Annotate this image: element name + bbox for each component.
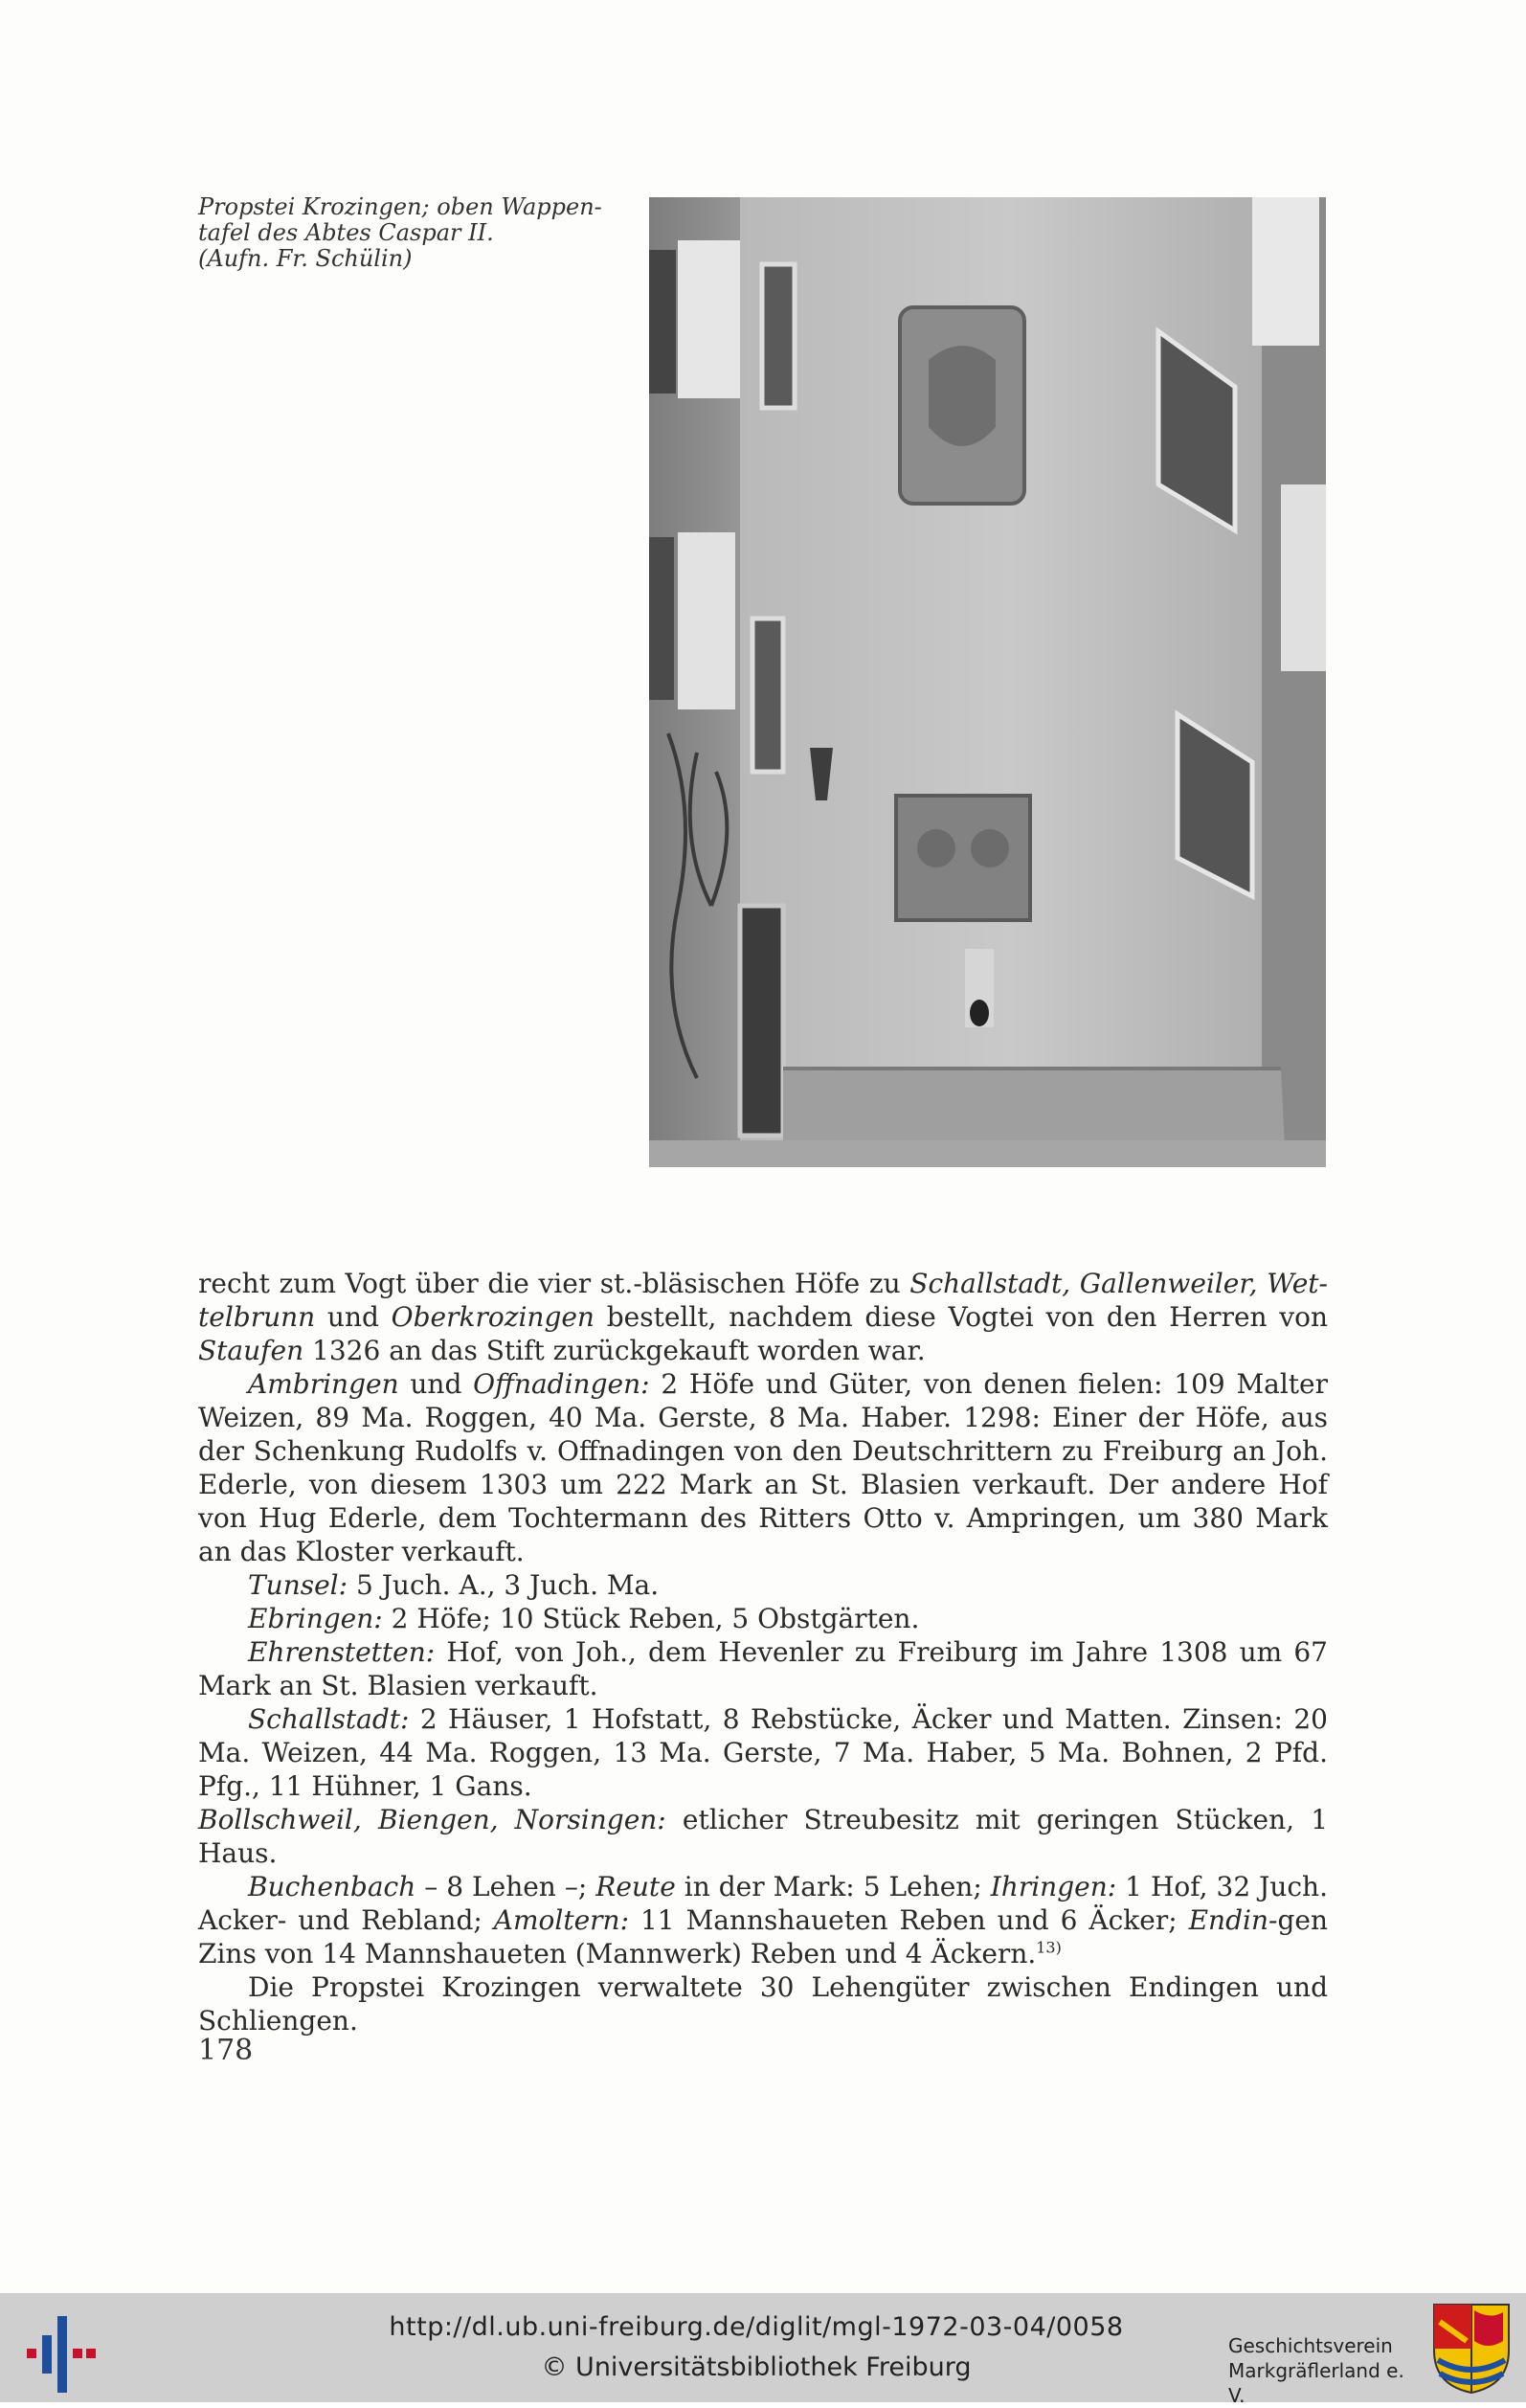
body-text — [198, 1267, 1328, 2037]
footer-bar — [0, 2293, 1526, 2407]
caption-line-2: tafel des Abtes Caspar II. — [198, 219, 494, 246]
paragraph-7: Bollschweil, Biengen, Norsingen: etlicher Streubesitz mit geringen Stücken, 1 Haus. — [198, 1804, 1329, 1869]
paragraph-5: Ehrenstetten: Hof, von Joh., dem Hevenler zu Freiburg im Jahre 1308 um 67 Mark an St. Blasien verkauft. — [198, 1636, 1328, 1701]
caption-line-3: (Aufn. Fr. Schülin) — [198, 245, 413, 272]
document-url-link[interactable]: http://dl.ub.uni-freiburg.de/diglit/mgl-1972-03-04/0058 — [389, 2312, 1124, 2342]
copyright-text: © Universitätsbibliothek Freiburg — [541, 2352, 972, 2382]
building-photograph — [649, 197, 1326, 1167]
footnote-marker[interactable]: 13) — [1036, 1938, 1062, 1957]
paragraph-6: Schallstadt: 2 Häuser, 1 Hofstatt, 8 Rebstücke, Äcker und Matten. Zinsen: 20 Ma. Weizen, 44 Ma. Roggen, 13 Ma. Gerste, 7 Ma. Haber, 5 Ma. Bohnen, 2 Pfd. Pfg., 11 Hühner, 1 Gans. — [198, 1703, 1328, 1802]
publisher-name: Geschichtsverein Markgräflerland e. V. — [1228, 2334, 1404, 2407]
paragraph-2: Ambringen und Offnadingen: 2 Höfe und Güter, von denen fielen: 109 Malter Weizen, 89 Ma. Roggen, 40 Ma. Gerste, 8 Ma. Haber. 1298: Einer der Höfe, aus der Schenkung Rudolfs v. Offnadingen von den Deutschrittern zu Freiburg an Joh. Ederle, von diesem 1303 um 222 Mark an St. Blasien verkauft. Der andere Hof von Hug Ederle, dem Tochtermann des Ritters Otto v. Ampringen, um 380 Mark an das Kloster verkauft. — [198, 1368, 1328, 1567]
paragraph-3: Tunsel: 5 Juch. A., 3 Juch. Ma. — [248, 1569, 660, 1601]
paragraph-8: Buchenbach – 8 Lehen –; Reute in der Mark: 5 Lehen; Ihringen: 1 Hof, 32 Juch. Acker- und Rebland; Amoltern: 11 Mannshaueten Reben und 6 Äcker; Endin-gen Zins von 14 Mannshaueten (Mannwerk) Reben und 4 Äckern.$^{13)}$ — [198, 1871, 1328, 1969]
figure-caption — [198, 194, 639, 272]
paragraph-1: recht zum Vogt über die vier st.-bläsischen Höfe zu Schallstadt, Gallenweiler, Wet-telbrunn und Oberkrozingen bestellt, nachdem diese Vogtei von den Herren von Staufen 1326 an das Stift zurückgekauft worden war. — [198, 1268, 1328, 1366]
caption-line-1: Propstei Krozingen; oben Wappen- — [198, 193, 602, 220]
paragraph-9: Die Propstei Krozingen verwaltete 30 Lehengüter zwischen Endingen und Schliengen. — [198, 1971, 1328, 2037]
page-number: 178 — [198, 2034, 254, 2067]
photo-illustration — [649, 197, 1326, 1167]
paragraph-4: Ebringen: 2 Höfe; 10 Stück Reben, 5 Obstgärten. — [248, 1603, 920, 1634]
coat-of-arms-icon — [1432, 2303, 1511, 2395]
ub-freiburg-logo-icon — [21, 2307, 98, 2393]
